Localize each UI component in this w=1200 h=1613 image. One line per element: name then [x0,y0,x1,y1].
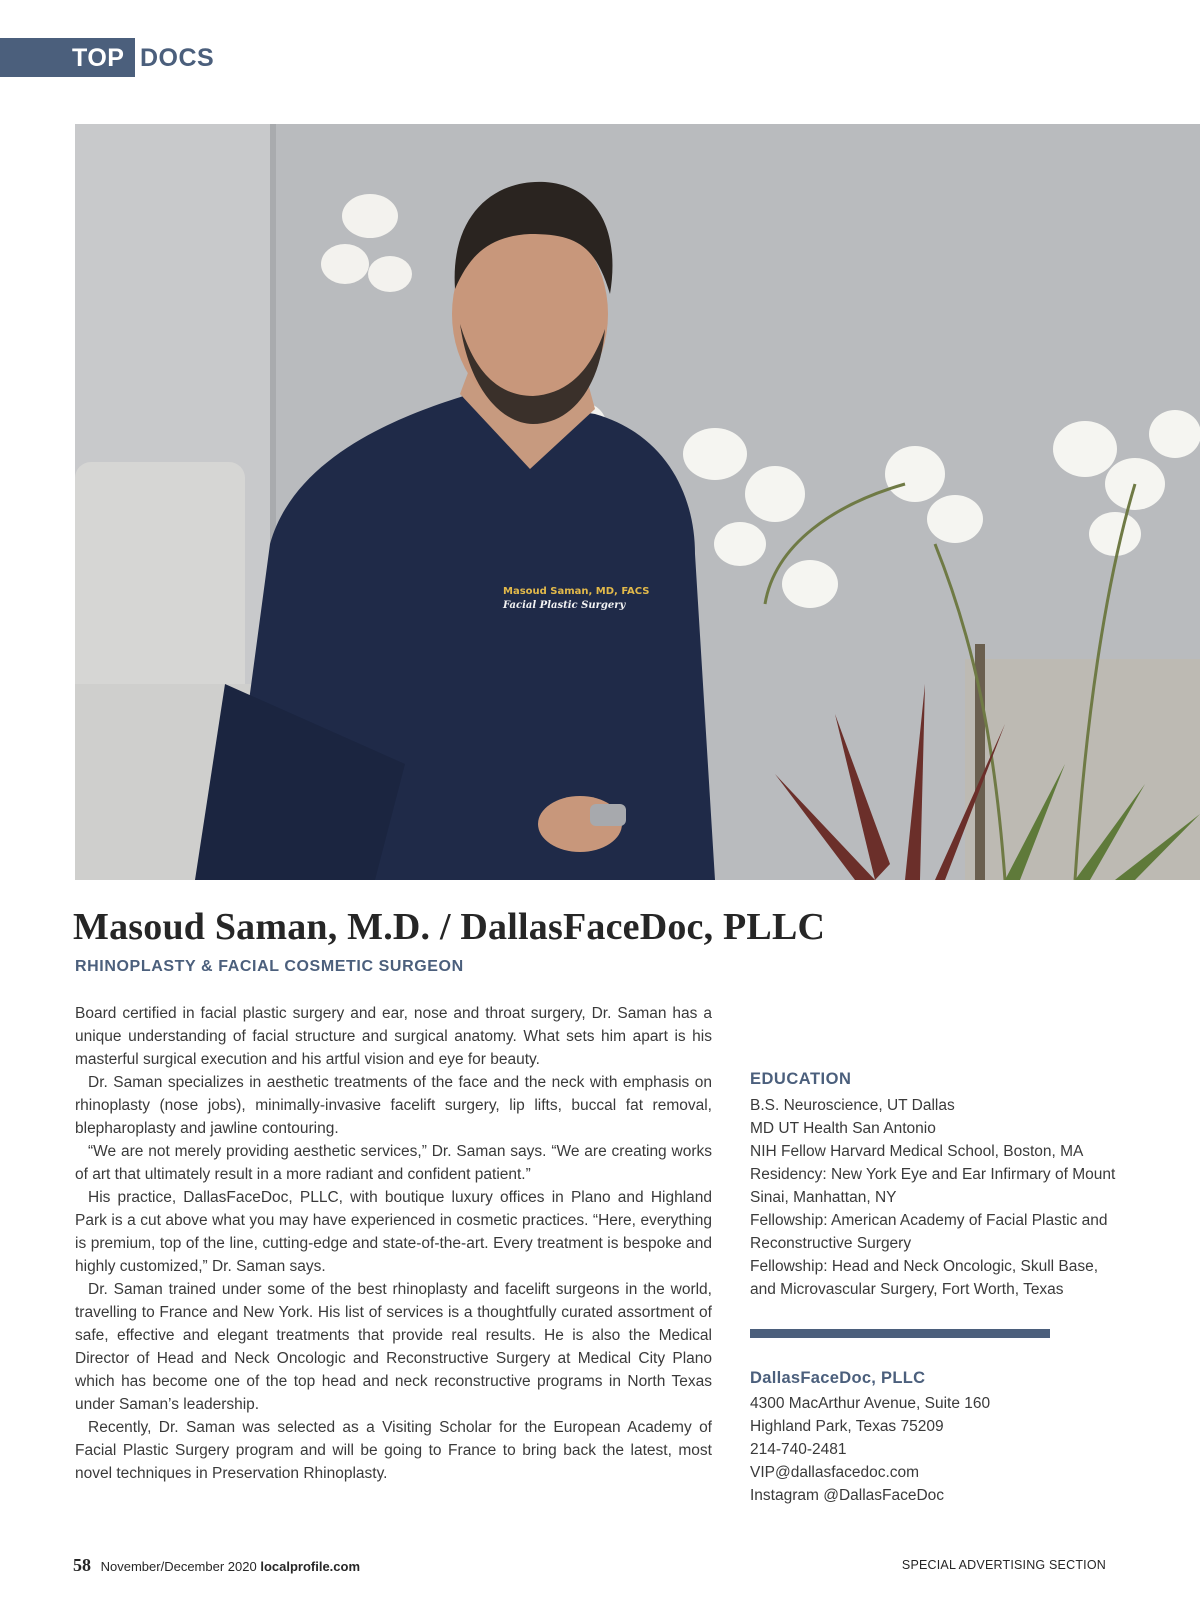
footer-left [73,1555,360,1576]
page-subtitle: RHINOPLASTY & FACIAL COSMETIC SURGEON [75,958,464,975]
header-docs-label: DOCS [140,44,215,72]
education-item: NIH Fellow Harvard Medical School, Boston, MA [750,1143,1084,1160]
education-item: Fellowship: American Academy of Facial Plastic and Reconstructive Surgery [750,1212,1108,1252]
body-paragraph: Recently, Dr. Saman was selected as a Visiting Scholar for the European Academy of Facial Plastic Surgery program and will be going to France to bring back the latest, most novel techniques in Preservation Rhinoplasty. [75,1419,712,1482]
doctor-photo [75,124,1200,880]
contact-list [750,1392,990,1507]
education-list [750,1094,1120,1301]
contact-phone: 214-740-2481 [750,1441,847,1458]
body-paragraph: “We are not merely providing aesthetic services,” Dr. Saman says. “We are creating works of art that ultimately result in a more radiant and confident patient.” [75,1143,712,1183]
contact-email: VIP@dallasfacedoc.com [750,1464,920,1481]
embroidery-name: Masoud Saman, MD, FACS [503,586,650,597]
page-number: 58 [73,1555,91,1575]
embroidery-specialty: Facial Plastic Surgery [503,600,626,611]
section-divider [750,1329,1050,1338]
education-item: MD UT Health San Antonio [750,1120,936,1137]
contact-heading: DallasFaceDoc, PLLC [750,1369,926,1387]
education-item: B.S. Neuroscience, UT Dallas [750,1097,955,1114]
contact-instagram: Instagram @DallasFaceDoc [750,1487,945,1504]
education-item: Residency: New York Eye and Ear Infirmary of Mount Sinai, Manhattan, NY [750,1166,1116,1206]
education-heading: EDUCATION [750,1070,852,1088]
page-title: Masoud Saman, M.D. / DallasFaceDoc, PLLC [73,906,826,948]
header-top-label: TOP [72,44,125,72]
body-paragraph: Dr. Saman specializes in aesthetic treatments of the face and the neck with emphasis on rhinoplasty (nose jobs), minimally-invasive facelift surgery, lip lifts, buccal fat removal, blepharoplasty and jawline contouring. [75,1074,712,1137]
footer-section-label: SPECIAL ADVERTISING SECTION [901,1558,1106,1572]
contact-city: Highland Park, Texas 75209 [750,1418,944,1435]
education-item: Fellowship: Head and Neck Oncologic, Skull Base, and Microvascular Surgery, Fort Worth, Texas [750,1258,1099,1298]
body-paragraph: His practice, DallasFaceDoc, PLLC, with boutique luxury offices in Plano and Highland Park is a cut above what you may have experienced in cosmetic practices. “Here, everything is premium, top of the line, cutting-edge and state-of-the-art. Every treatment is bespoke and highly customized,” Dr. Saman says. [75,1189,712,1275]
issue-date: November/December 2020 [100,1559,257,1574]
site-url: localprofile.com [260,1559,361,1574]
article-body [75,1002,712,1485]
body-paragraph: Dr. Saman trained under some of the best rhinoplasty and facelift surgeons in the world, travelling to France and New York. His list of services is a thoughtfully curated assortment of safe, effective and elegant treatments that provide real results. He is also the Medical Director of Head and Neck Oncologic and Reconstructive Surgery at Medical City Plano which has become one of the top head and neck reconstructive programs in North Texas under Saman’s leadership. [75,1281,712,1413]
contact-address: 4300 MacArthur Avenue, Suite 160 [750,1395,991,1412]
body-paragraph: Board certified in facial plastic surgery and ear, nose and throat surgery, Dr. Saman has a unique understanding of facial structure and surgical anatomy. What sets him apart is his masterful surgical execution and his artful vision and eye for beauty. [75,1005,712,1068]
